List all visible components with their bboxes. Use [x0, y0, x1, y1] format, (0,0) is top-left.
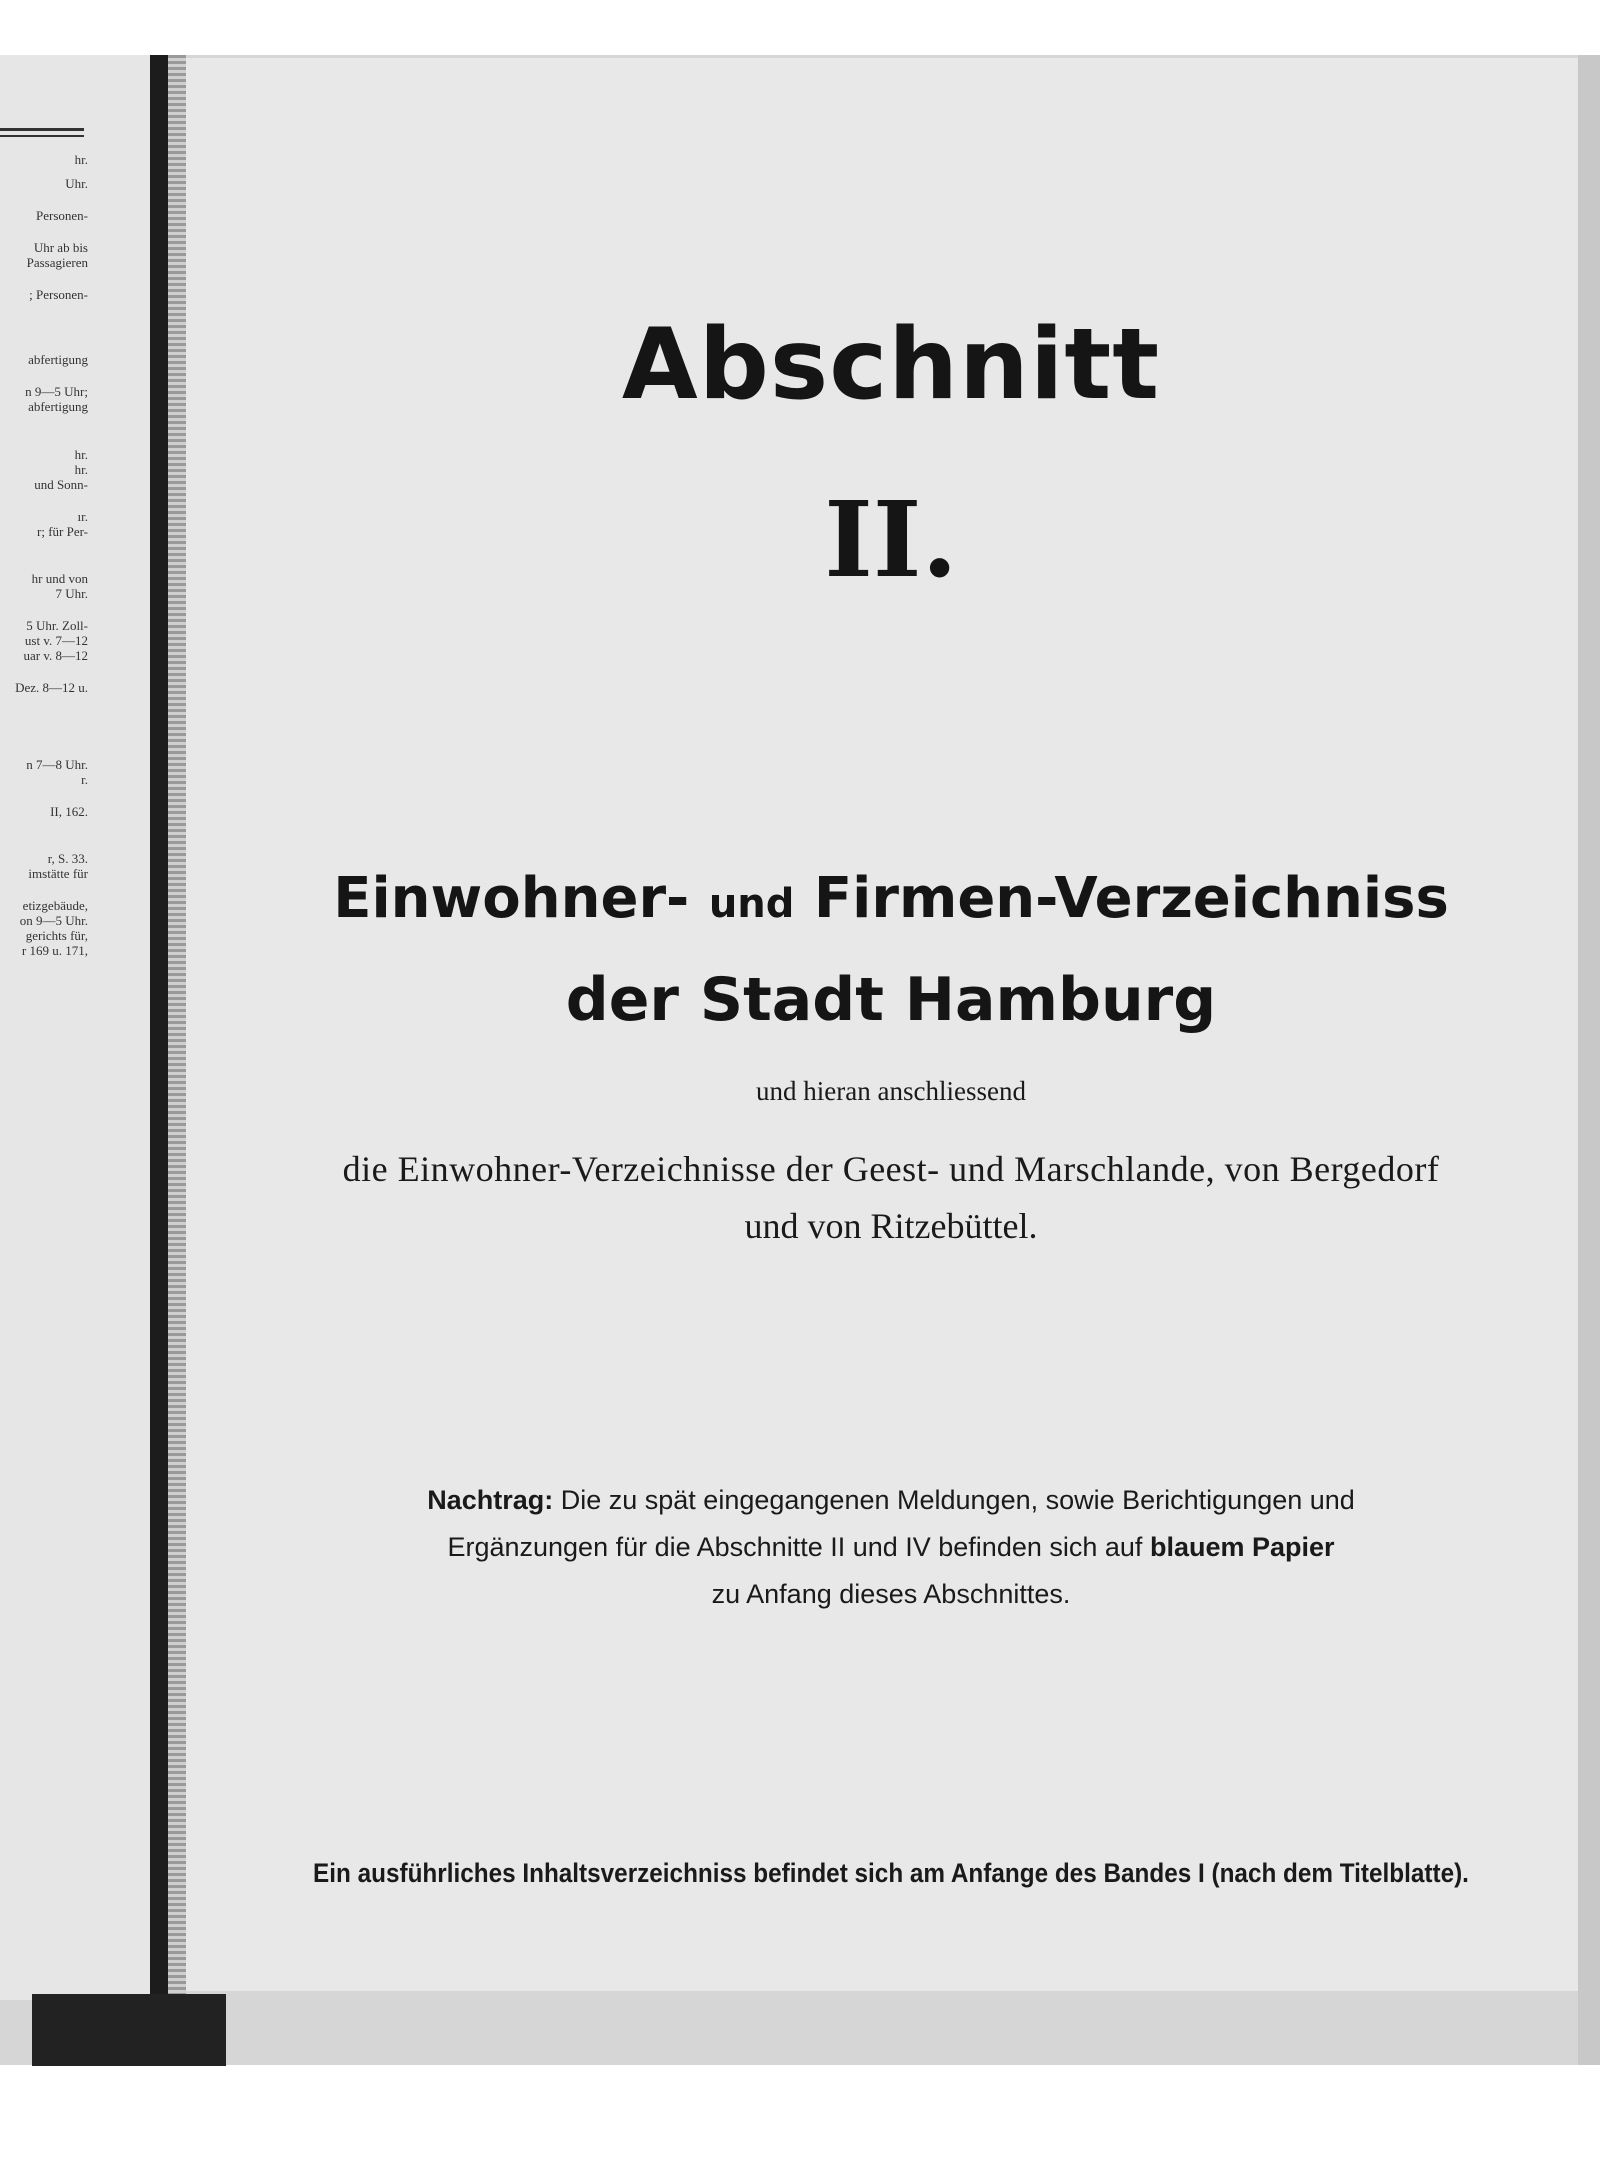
left-fragment: n 9—5 Uhr; [25, 384, 88, 399]
left-fragment: r 169 u. 171, [21, 943, 88, 958]
left-fragment: hr. [74, 152, 88, 167]
heading-part1: Einwohner- [333, 866, 690, 931]
left-fragment: r. [81, 772, 88, 787]
left-fragment: II, 162. [50, 804, 88, 819]
spine-shadow [32, 1994, 226, 2066]
left-fragment: und Sonn- [34, 477, 88, 492]
left-fragment: Uhr. [65, 176, 88, 191]
directory-heading-city: der Stadt Hamburg [565, 965, 1217, 1035]
left-fragment: Uhr ab bis [33, 240, 88, 255]
directory-heading [186, 866, 1596, 931]
left-fragment: gerichts für, [25, 928, 88, 943]
left-fragment: abfertigung [28, 399, 88, 414]
left-fragment: Passagieren [26, 255, 88, 270]
subtitle: und hieran anschliessend [756, 1076, 1026, 1106]
supplement-text: Ergänzungen für die Abschnitte II und IV befinden sich auf [447, 1532, 1143, 1562]
left-fragment: r; für Per- [37, 524, 88, 539]
description-line-1: die Einwohner-Verzeichnisse der Geest- und Marschlande, von Bergedorf [342, 1149, 1440, 1189]
heading-part2: Firmen-Verzeichniss [813, 866, 1449, 931]
heading-und: und [708, 881, 795, 927]
book-binding [168, 55, 186, 2065]
supplement-emphasis: blauem Papier [1149, 1532, 1335, 1562]
left-fragment: abfertigung [28, 352, 88, 367]
section-number: II. [824, 478, 958, 601]
supplement-note-line-3: zu Anfang dieses Abschnittes. [711, 1579, 1071, 1609]
left-fragment: uar v. 8—12 [23, 648, 88, 663]
left-fragment: Personen- [36, 208, 88, 223]
left-fragment: ır. [77, 509, 88, 524]
left-fragment: imstätte für [28, 866, 88, 881]
left-fragment: r, S. 33. [47, 851, 88, 866]
supplement-note-line-2 [186, 1532, 1596, 1563]
description-line-2: und von Ritzebüttel. [744, 1206, 1038, 1246]
left-fragment: hr. [74, 447, 88, 462]
left-fragment: Dez. 8—12 u. [15, 680, 88, 695]
left-fragment: 5 Uhr. Zoll- [26, 618, 88, 633]
left-page-rule [0, 128, 84, 131]
left-fragment: n 7—8 Uhr. [26, 757, 88, 772]
left-page-rule [0, 135, 84, 137]
left-fragment: ; Personen- [29, 287, 88, 302]
section-title: Abschnitt [621, 308, 1161, 422]
left-fragment: ust v. 7—12 [24, 633, 88, 648]
left-fragment: on 9—5 Uhr. [19, 913, 88, 928]
supplement-note-line-1 [186, 1485, 1596, 1516]
left-fragment: hr. [74, 462, 88, 477]
supplement-text: Die zu spät eingegangenen Meldungen, sowie Berichtigungen und [560, 1485, 1355, 1515]
left-fragment: etizgebäude, [22, 898, 88, 913]
book-spine [150, 55, 168, 2065]
table-of-contents-note: Ein ausführliches Inhaltsverzeichniss befindet sich am Anfange des Bandes I (nach dem Titelblatte). [313, 1858, 1469, 1888]
left-fragment: hr und von [31, 571, 88, 586]
page-edge [1578, 55, 1600, 2065]
left-page-strip [0, 55, 152, 2000]
supplement-label: Nachtrag: [427, 1485, 554, 1515]
title-page [186, 58, 1596, 1991]
left-fragment: 7 Uhr. [55, 586, 88, 601]
